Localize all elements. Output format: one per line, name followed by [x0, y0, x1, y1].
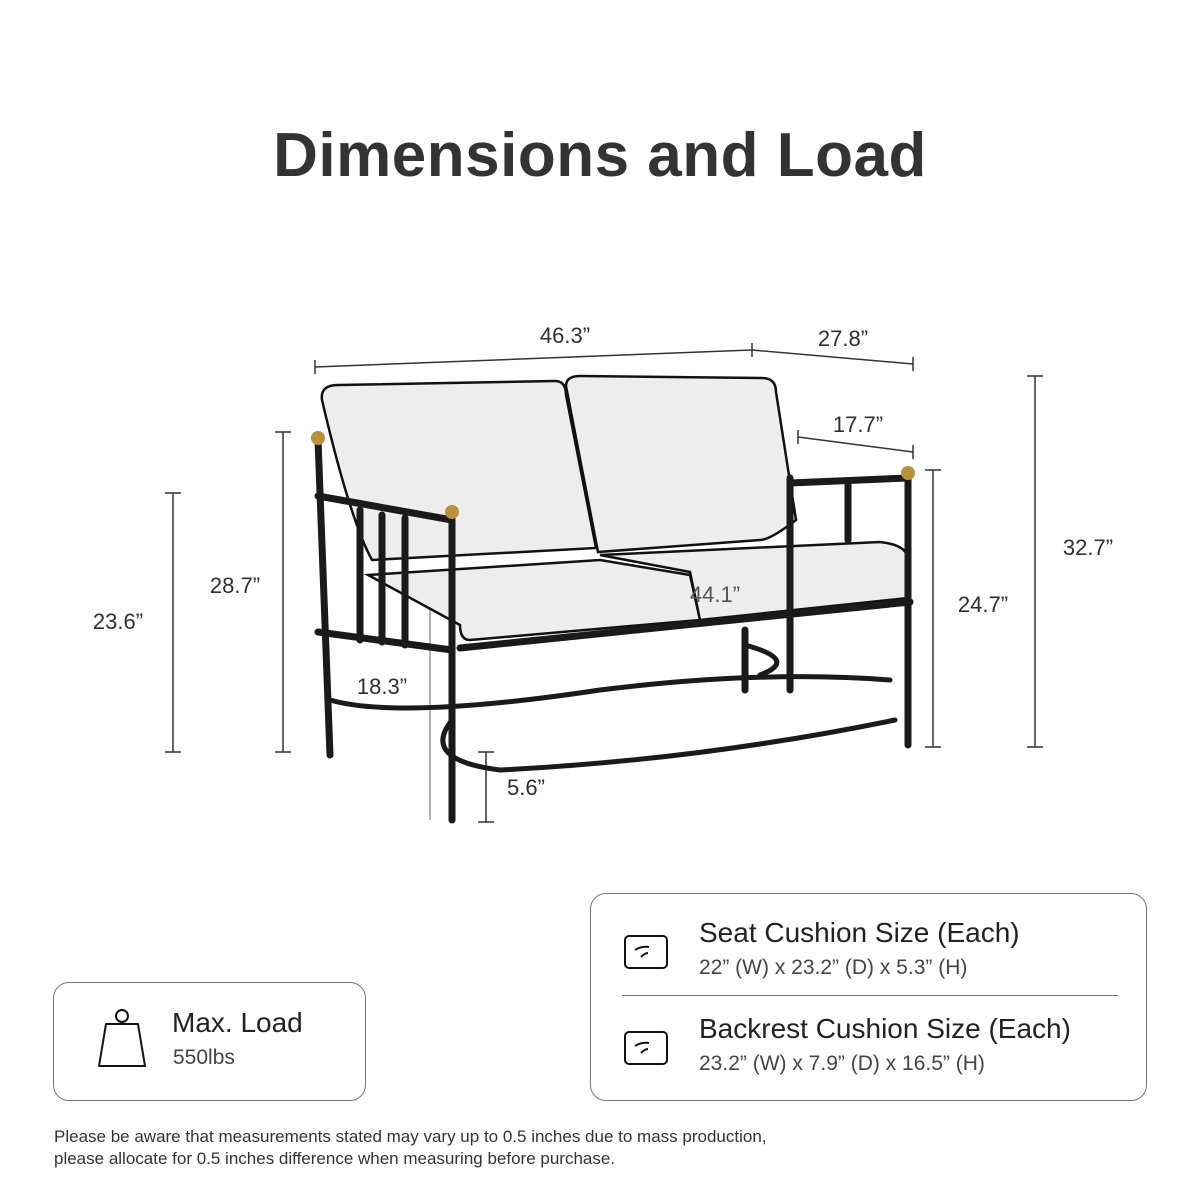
cushion-icon [623, 1030, 669, 1066]
disclaimer [54, 1126, 767, 1170]
arm-height-label: 24.7” [957, 592, 1009, 617]
front-height-label: 23.6” [92, 609, 144, 634]
max-load-card [53, 982, 366, 1101]
seat-width-label: 44.1” [689, 582, 741, 607]
backrest-cushions [322, 376, 796, 560]
seat-cushion-value: 22” (W) x 23.2” (D) x 5.3” (H) [699, 956, 968, 979]
ground-clearance-label: 5.6” [507, 775, 545, 800]
overall-height-label: 32.7” [1062, 535, 1114, 560]
cushion-item [591, 996, 1146, 1096]
overall-depth-label: 27.8” [817, 326, 869, 351]
max-load-label: Max. Load [172, 1007, 303, 1038]
weight-icon [96, 1009, 148, 1069]
disclaimer-line-1: Please be aware that measurements stated may vary up to 0.5 inches due to mass production, [54, 1127, 767, 1146]
backrest-cushion-value: 23.2” (W) x 7.9” (D) x 16.5” (H) [699, 1052, 985, 1075]
seat-cushion-label: Seat Cushion Size (Each) [699, 917, 1020, 948]
arm-depth-label: 17.7” [832, 412, 884, 437]
overall-width-label: 46.3” [539, 323, 591, 348]
backrest-cushion-label: Backrest Cushion Size (Each) [699, 1013, 1071, 1044]
max-load-value: 550lbs [173, 1046, 235, 1069]
seat-height-label: 18.3” [356, 674, 408, 699]
cushion-icon [623, 934, 669, 970]
cushion-item [591, 894, 1146, 994]
page-title: Dimensions and Load [273, 121, 927, 190]
disclaimer-line-2: please allocate for 0.5 inches difference when measuring before purchase. [54, 1149, 616, 1168]
back-frame-height-label: 28.7” [209, 573, 261, 598]
cushion-size-card [590, 893, 1147, 1101]
